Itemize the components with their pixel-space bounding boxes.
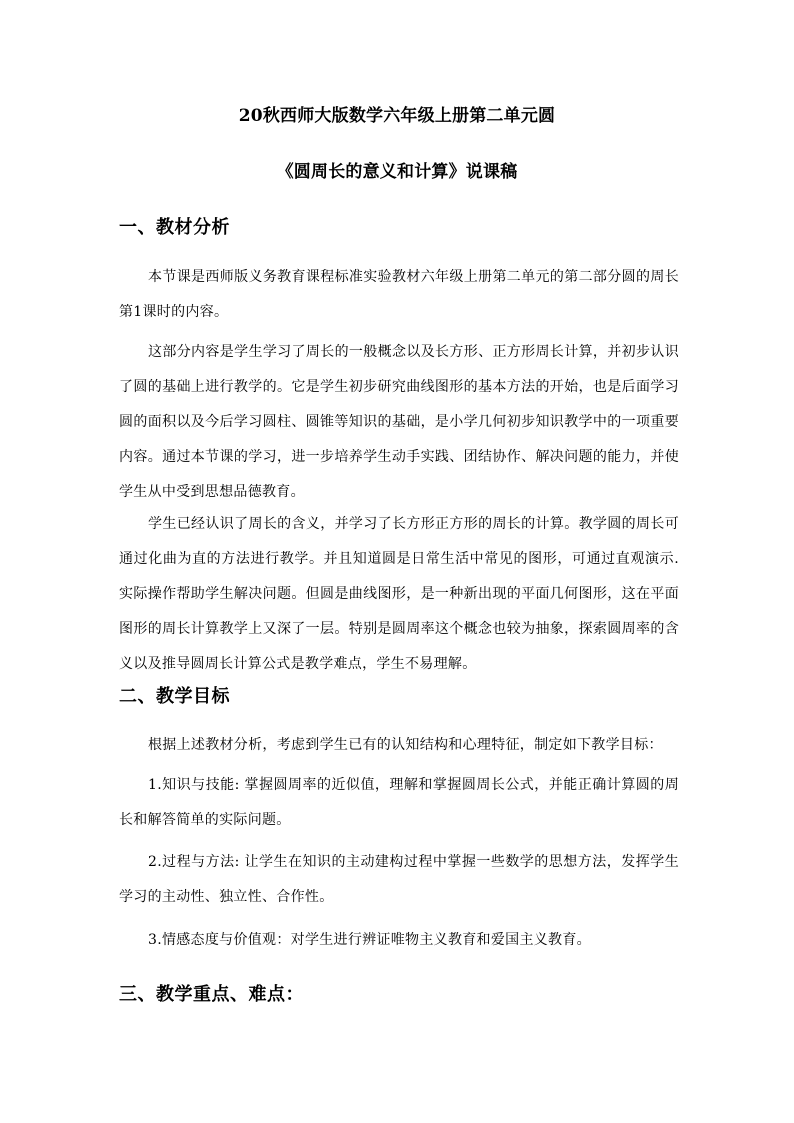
paragraph: 学生已经认识了周长的含义，并学习了长方形正方形的周长的计算。教学圆的周长可通过化曲为直的方法进行教学。并且知道圆是日常生活中常见的图形，可通过直观演示.实际操作帮助学生解决问题。但圆是曲线图形，是一种新出现的平面几何图形，这在平面图形的周长计算教学上又深了一层。特别是圆周率这个概念也较为抽象，探索圆周率的含义以及推导圆周长计算公式是教学难点，学生不易理解。 [119, 516, 679, 672]
paragraph: 本节课是西师版义务教育课程标准实验教材六年级上册第二单元的第二部分圆的周长第1课时的内容。 [119, 269, 679, 320]
document-title-line-2: 《圆周长的意义和计算》说课稿 [276, 162, 518, 182]
section-heading-teaching-goals: 二、教学目标 [119, 686, 230, 707]
paragraph: 1.知识与技能: 掌握圆周率的近似值，理解和掌握圆周长公式，并能正确计算圆的周长和解答简单的实际问题。 [119, 777, 679, 828]
paragraph: 3.情感态度与价值观：对学生进行辨证唯物主义教育和爱国主义教育。 [148, 932, 591, 948]
paragraph: 2.过程与方法: 让学生在知识的主动建构过程中掌握一些数学的思想方法，发挥学生学习的主动性、独立性、合作性。 [119, 854, 679, 905]
document-title-line-1: 20秋西师大版数学六年级上册第二单元圆 [238, 106, 556, 126]
paragraph: 这部分内容是学生学习了周长的一般概念以及长方形、正方形周长计算，并初步认识了圆的基础上进行教学的。它是学生初步研究曲线图形的基本方法的开始，也是后面学习圆的面积以及今后学习圆柱、圆锥等知识的基础，是小学几何初步知识教学中的一项重要内容。通过本节课的学习，进一步培养学生动手实践、团结协作、解决问题的能力，并使学生从中受到思想品德教育。 [119, 344, 679, 500]
section-heading-key-points: 三、教学重点、难点： [119, 984, 304, 1005]
paragraph: 根据上述教材分析，考虑到学生已有的认知结构和心理特征，制定如下教学目标： [148, 737, 663, 753]
section-heading-textbook-analysis: 一、教材分析 [119, 217, 230, 238]
